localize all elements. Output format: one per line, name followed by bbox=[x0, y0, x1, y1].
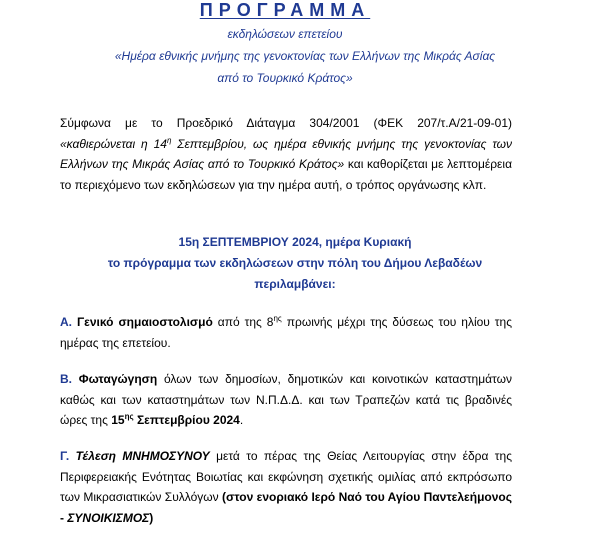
event-title-line2: από το Τουρκικό Κράτος» bbox=[217, 71, 353, 85]
subtitle: εκδηλώσεων επετείου bbox=[227, 27, 343, 41]
item-a-sup: ης bbox=[273, 314, 282, 323]
announcement-program: το πρόγραμμα των εκδηλώσεων στην πόλη του Δήμου Λεβαδέων bbox=[107, 256, 483, 270]
document-title: ΠΡΟΓΡΑΜΜΑ bbox=[199, 0, 371, 20]
item-b-date-b: Σεπτεμβρίου 2024 bbox=[133, 413, 240, 427]
item-a-heading: Γενικό σημαιοστολισμό bbox=[76, 315, 213, 329]
item-a bbox=[60, 312, 512, 353]
intro-quote-sup: η bbox=[166, 135, 172, 145]
item-a-text-b: πρωινής μέχρι της δύσεως του ηλίου της ημέρας της επετείου. bbox=[60, 315, 513, 350]
item-a-text-a: από της 8 bbox=[212, 315, 274, 329]
item-b bbox=[60, 369, 512, 431]
intro-decree: Σύμφωνα με το Προεδρικό Διάταγμα 304/2001 (ΦΕΚ 207/τ.Α/21-09-01) bbox=[60, 116, 512, 130]
item-b-date-sup: ης bbox=[124, 412, 134, 421]
item-b-heading: Φωταγώγηση bbox=[78, 372, 158, 386]
intro-rest: και καθορίζεται με λεπτομέρεια το περιεχόμενο των εκδηλώσεων για την ημέρα αυτή, ο τρόπος οργάνωσης κλπ. bbox=[60, 157, 513, 192]
event-title-line1: «Ημέρα εθνικής μνήμης της γενοκτονίας των Ελλήνων της Μικράς Ασίας bbox=[114, 49, 496, 63]
item-c-place-b: ΣΥΝΟΙΚΙΣΜΟΣ bbox=[67, 510, 150, 525]
item-a-letter: Α. bbox=[60, 315, 72, 329]
item-b-end: . bbox=[239, 413, 244, 427]
intro-quote-b: Σεπτεμβρίου, ως ημέρα εθνικής μνήμης της γενοκτονίας των Ελλήνων της Μικράς Ασίας από το Τουρκικό Κράτος» bbox=[60, 136, 512, 171]
item-c-text-a: μετά το πέρας της Θείας Λειτουργίας στην έδρα της Περιφερειακής Ενότητας Βοιωτίας και εκφώνηση σχετικής ομιλίας από εκπρόσωπο των Μικρασιατικών Συλλόγων bbox=[60, 449, 512, 504]
item-b-letter: Β. bbox=[60, 372, 72, 386]
intro-paragraph bbox=[60, 113, 512, 195]
item-c-letter: Γ. bbox=[60, 449, 70, 463]
announcement-date: 15η ΣΕΠΤΕΜΒΡΙΟΥ 2024, ημέρα Κυριακή bbox=[178, 235, 412, 249]
item-b-text-a: όλων των δημοσίων, δημοτικών και κοινοτικών καταστημάτων καθώς και των καταστημάτων των Ν.Π.Δ.Δ. και των Τραπεζών κατά τις βραδινές ώρες της bbox=[60, 372, 512, 427]
item-c bbox=[60, 446, 512, 528]
item-b-date bbox=[111, 413, 240, 427]
announcement-includes: περιλαμβάνει: bbox=[254, 277, 336, 291]
intro-quote-a: «καθιερώνεται η 14 bbox=[60, 136, 167, 151]
item-c-place-a: (στον ενοριακό Ιερό Ναό του Αγίου Παντελεήμονος - bbox=[60, 490, 512, 525]
item-b-date-a: 15 bbox=[111, 413, 125, 427]
item-c-place-c: ) bbox=[149, 510, 154, 525]
item-c-heading: Τέλεση ΜΝΗΜΟΣΥΝΟΥ bbox=[75, 449, 210, 463]
